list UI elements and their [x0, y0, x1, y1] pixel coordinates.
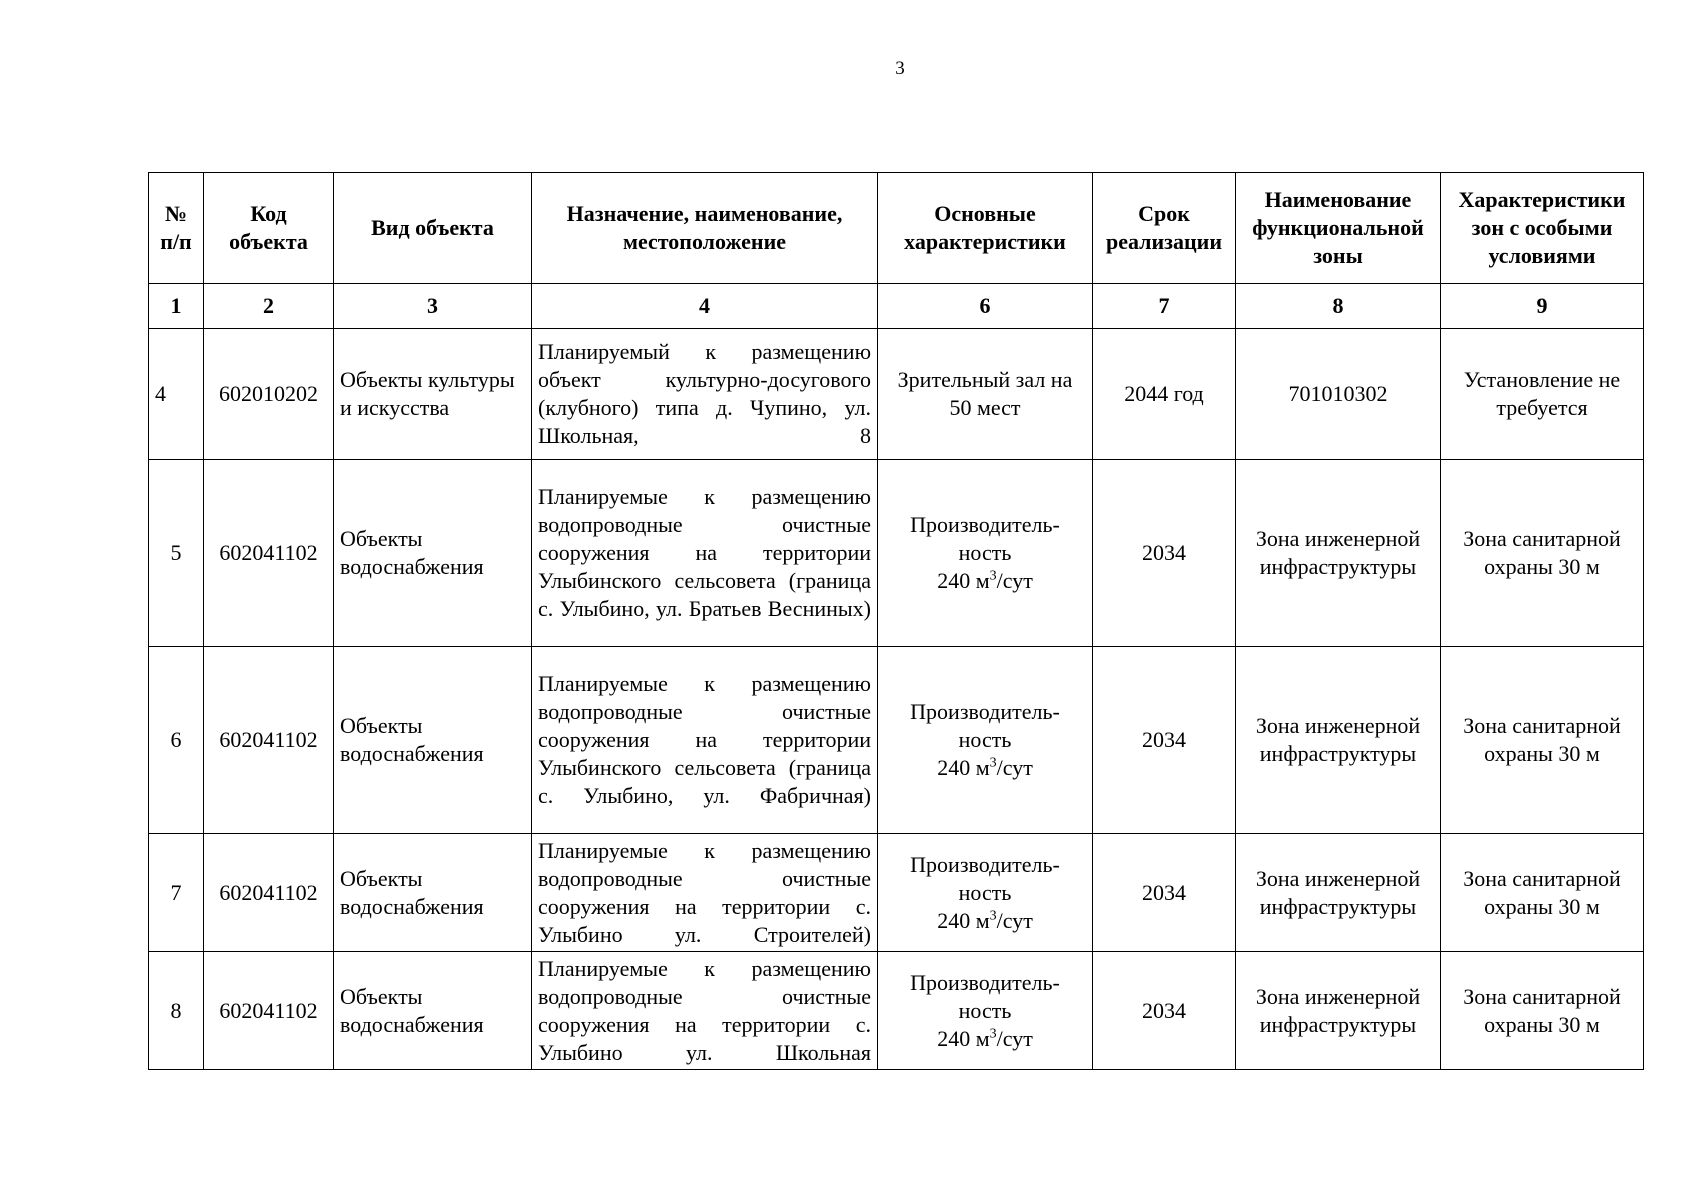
char-line: ность	[958, 997, 1012, 1023]
char-superscript: 3	[989, 1026, 997, 1042]
cell-zone: Зона инженерной инфраструктуры	[1236, 952, 1441, 1070]
char-value: 240 м	[937, 755, 990, 780]
planned-objects-table	[148, 172, 1644, 1070]
cell-characteristics	[878, 834, 1093, 952]
char-line: Производитель-	[910, 851, 1060, 877]
cell-special-zones: Зона санитарной охраны 30 м	[1441, 647, 1644, 834]
cell-zone: Зона инженерной инфраструктуры	[1236, 460, 1441, 647]
column-number: 2	[204, 284, 334, 329]
cell-purpose: Планируемые к размещению водопроводные очистные сооружения на территории Улыбинского сельсовета (граница с. Улыбино, ул. Фабричная)	[532, 647, 878, 834]
column-number: 7	[1093, 284, 1236, 329]
char-superscript: 3	[989, 908, 997, 924]
cell-type: Объекты водоснабжения	[334, 647, 532, 834]
column-number: 1	[149, 284, 204, 329]
cell-purpose: Планируемые к размещению водопроводные очистные сооружения на территории с. Улыбино ул. Школьная	[532, 952, 878, 1070]
cell-type: Объекты водоснабжения	[334, 460, 532, 647]
char-line: Производитель-	[910, 512, 1060, 537]
cell-characteristics: Зрительный зал на 50 мест	[878, 329, 1093, 460]
cell-special-zones: Зона санитарной охраны 30 м	[1441, 460, 1644, 647]
cell-zone: Зона инженерной инфраструктуры	[1236, 647, 1441, 834]
cell-purpose: Планируемые к размещению водопроводные очистные сооружения на территории с. Улыбино ул. Строителей)	[532, 834, 878, 952]
header-purpose: Назначение, наименование, местоположение	[532, 173, 878, 284]
cell-code: 602010202	[204, 329, 334, 460]
header-characteristics: Основные характеристики	[878, 173, 1093, 284]
char-unit: /сут	[996, 1025, 1033, 1051]
cell-num: 5	[149, 460, 204, 647]
char-value: 240 м	[937, 568, 990, 593]
char-value: 240 м	[937, 1025, 990, 1051]
char-line: Производитель-	[910, 969, 1060, 995]
header-code: Код объекта	[204, 173, 334, 284]
cell-characteristics	[878, 460, 1093, 647]
table-row	[149, 647, 1644, 834]
column-number: 9	[1441, 284, 1644, 329]
table-row	[149, 329, 1644, 460]
cell-characteristics	[878, 647, 1093, 834]
cell-num: 8	[149, 952, 204, 1070]
cell-purpose: Планируемый к размещению объект культурно-досугового (клубного) типа д. Чупино, ул. Школьная, 8	[532, 329, 878, 460]
header-zone: Наименование функциональной зоны	[1236, 173, 1441, 284]
cell-term: 2034	[1093, 952, 1236, 1070]
cell-code: 602041102	[204, 647, 334, 834]
header-row	[149, 173, 1644, 284]
table-row	[149, 460, 1644, 647]
char-line	[884, 567, 1086, 595]
header-special-zones: Характеристики зон с особыми условиями	[1441, 173, 1644, 284]
cell-special-zones: Зона санитарной охраны 30 м	[1441, 834, 1644, 952]
column-number: 4	[532, 284, 878, 329]
char-superscript: 3	[989, 755, 997, 771]
char-line: ность	[958, 727, 1012, 752]
char-line	[884, 754, 1086, 782]
cell-code: 602041102	[204, 834, 334, 952]
header-term: Срок реализации	[1093, 173, 1236, 284]
cell-code: 602041102	[204, 952, 334, 1070]
cell-num: 6	[149, 647, 204, 834]
column-number-row	[149, 284, 1644, 329]
cell-code: 602041102	[204, 460, 334, 647]
table-row	[149, 952, 1644, 1070]
cell-zone: Зона инженерной инфраструктуры	[1236, 834, 1441, 952]
cell-special-zones: Установление не требуется	[1441, 329, 1644, 460]
char-line: ность	[958, 879, 1012, 905]
char-line	[884, 907, 1086, 935]
cell-term: 2034	[1093, 460, 1236, 647]
page-number: 3	[895, 58, 905, 79]
char-unit: /сут	[996, 755, 1033, 780]
column-number: 8	[1236, 284, 1441, 329]
char-line: ность	[958, 540, 1012, 565]
char-value: 240 м	[937, 907, 990, 933]
cell-purpose: Планируемые к размещению водопроводные очистные сооружения на территории Улыбинского сельсовета (граница с. Улыбино, ул. Братьев Весниных)	[532, 460, 878, 647]
char-unit: /сут	[996, 568, 1033, 593]
char-superscript: 3	[989, 568, 997, 584]
cell-term: 2034	[1093, 834, 1236, 952]
table-row	[149, 834, 1644, 952]
char-unit: /сут	[996, 907, 1033, 933]
cell-special-zones: Зона санитарной охраны 30 м	[1441, 952, 1644, 1070]
cell-num: 4	[149, 329, 204, 460]
cell-term: 2044 год	[1093, 329, 1236, 460]
char-line	[884, 1025, 1086, 1053]
cell-characteristics	[878, 952, 1093, 1070]
cell-num: 7	[149, 834, 204, 952]
cell-term: 2034	[1093, 647, 1236, 834]
cell-type: Объекты культуры и искусства	[334, 329, 532, 460]
header-type: Вид объекта	[334, 173, 532, 284]
cell-zone: 701010302	[1236, 329, 1441, 460]
column-number: 6	[878, 284, 1093, 329]
cell-type: Объекты водоснабжения	[334, 952, 532, 1070]
column-number: 3	[334, 284, 532, 329]
header-num: № п/п	[149, 173, 204, 284]
cell-type: Объекты водоснабжения	[334, 834, 532, 952]
char-line: Производитель-	[910, 699, 1060, 724]
